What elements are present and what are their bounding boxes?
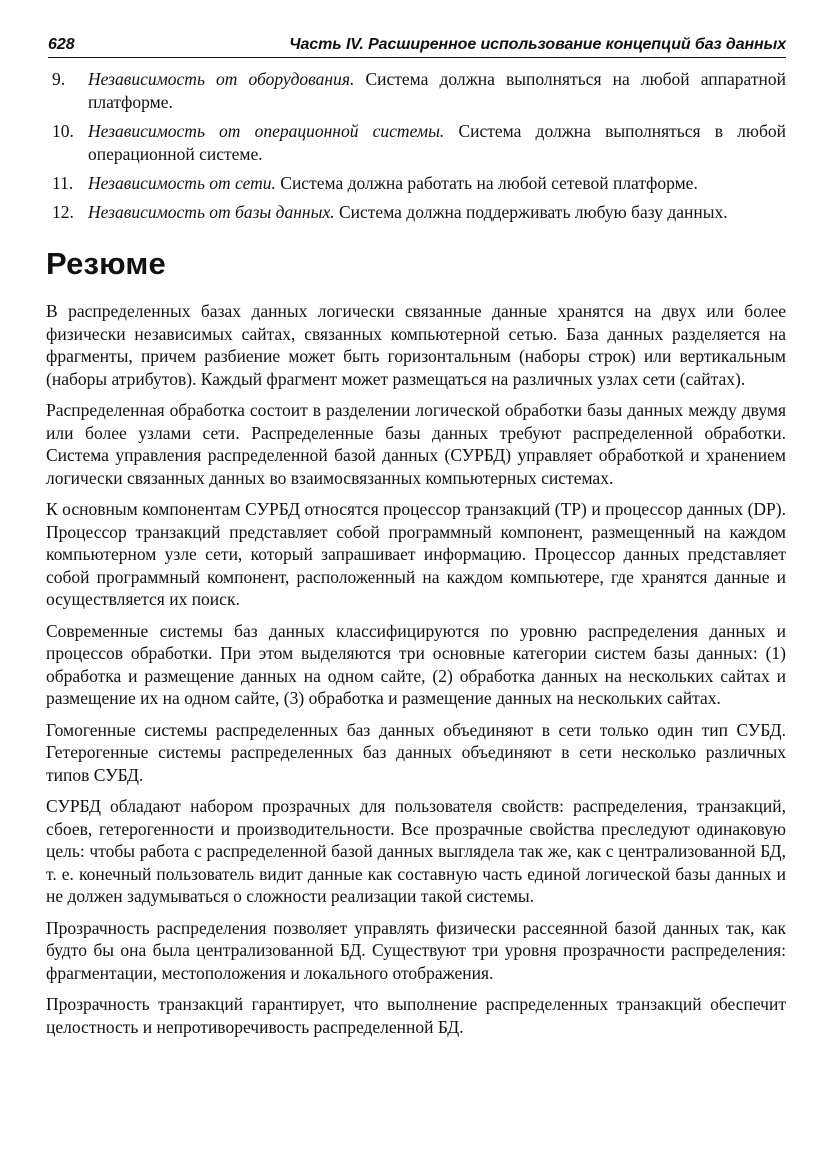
paragraph: Прозрачность транзакций гарантирует, что выполнение распределенных транзакций обеспечит целостность и непротиворечивость распределенной БД. (46, 994, 786, 1037)
list-item-text: Система должна работать на любой сетевой платформе. (275, 173, 698, 193)
list-item (46, 120, 786, 166)
list-item-number: 11. (52, 173, 74, 193)
page-number: 628 (48, 36, 75, 53)
paragraph: Распределенная обработка состоит в разделении логической обработки базы данных между двумя или более узлами сети. Распределенные базы данных требуют распределенной обработки. Система управления распределенной базой данных (СУРБД) управляет обработкой и хранением логически связанных данных во взаимосвязанных компьютерных системах. (46, 400, 786, 488)
list-item-number: 9. (52, 69, 66, 89)
book-page (46, 36, 786, 1047)
paragraph: Гомогенные системы распределенных баз данных объединяют в сети только один тип СУБД. Гетерогенные системы распределенных баз данных объединяют в сети несколько различных типов СУБД. (46, 719, 786, 785)
list-item-text: Система должна выполняться в любой операционной системе. (88, 121, 786, 164)
list-item-term: Независимость от базы данных. (88, 202, 335, 222)
list-item (46, 172, 786, 195)
list-item (46, 68, 786, 114)
running-head (48, 36, 786, 58)
paragraph: СУРБД обладают набором прозрачных для пользователя свойств: распределения, транзакций, сбоев, гетерогенности и производительности. Все прозрачные свойства преследуют одинаковую цель: чтобы работа с распределенной базой данных выглядела так же, как с централизованной БД, т. е. конечный пользователь видит данные как составную часть единой логической базы данных и не должен задумываться о сложности реализации такой системы. (46, 796, 786, 906)
list-item-text: Система должна поддерживать любую базу данных. (334, 202, 728, 222)
list-item (46, 201, 786, 224)
paragraph: К основным компонентам СУРБД относятся процессор транзакций (TP) и процессор данных (DP). Процессор транзакций представляет собой программный компонент, размещенный на каждом компьютерном узле сети, который запрашивает информацию. Процессор данных представляет собой программный компонент, расположенный на каждом компьютере, где хранятся данные и осуществляется их поиск. (46, 499, 786, 609)
paragraph: Прозрачность распределения позволяет управлять физически рассеянной базой данных так, как будто бы она была централизованной БД. Существуют три уровня прозрачности распределения: фрагментации, местоположения и локального отображения. (46, 917, 786, 983)
section-heading: Резюме (46, 246, 166, 281)
list-item-number: 10. (52, 121, 74, 141)
list-item-number: 12. (52, 202, 74, 222)
paragraph: В распределенных базах данных логически связанные данные хранятся на двух или более физически независимых сайтах, связанных компьютерной сетью. База данных разделяется на фрагменты, причем разбиение может быть горизонтальным (наборы строк) или вертикальным (наборы атрибутов). Каждый фрагмент может размещаться на различных узлах сети (сайтах). (46, 301, 786, 389)
list-item-text: Система должна выполняться на любой аппаратной платформе. (88, 69, 786, 112)
paragraph: Современные системы баз данных классифицируются по уровню распределения данных и процессов обработки. При этом выделяются три основные категории систем базы данных: (1) обработка и размещение данных на одном сайте, (2) обработка данных на нескольких сайтах и размещение их на одном сайте, (3) обработка и размещение данных на нескольких сайтах. (46, 620, 786, 708)
requirements-list (46, 68, 786, 224)
list-item-term: Независимость от оборудования. (88, 69, 355, 89)
list-item-term: Независимость от сети. (88, 173, 276, 193)
list-item-term: Независимость от операционной системы. (88, 121, 445, 141)
part-title: Часть IV. Расширенное использование концепций баз данных (289, 36, 786, 53)
